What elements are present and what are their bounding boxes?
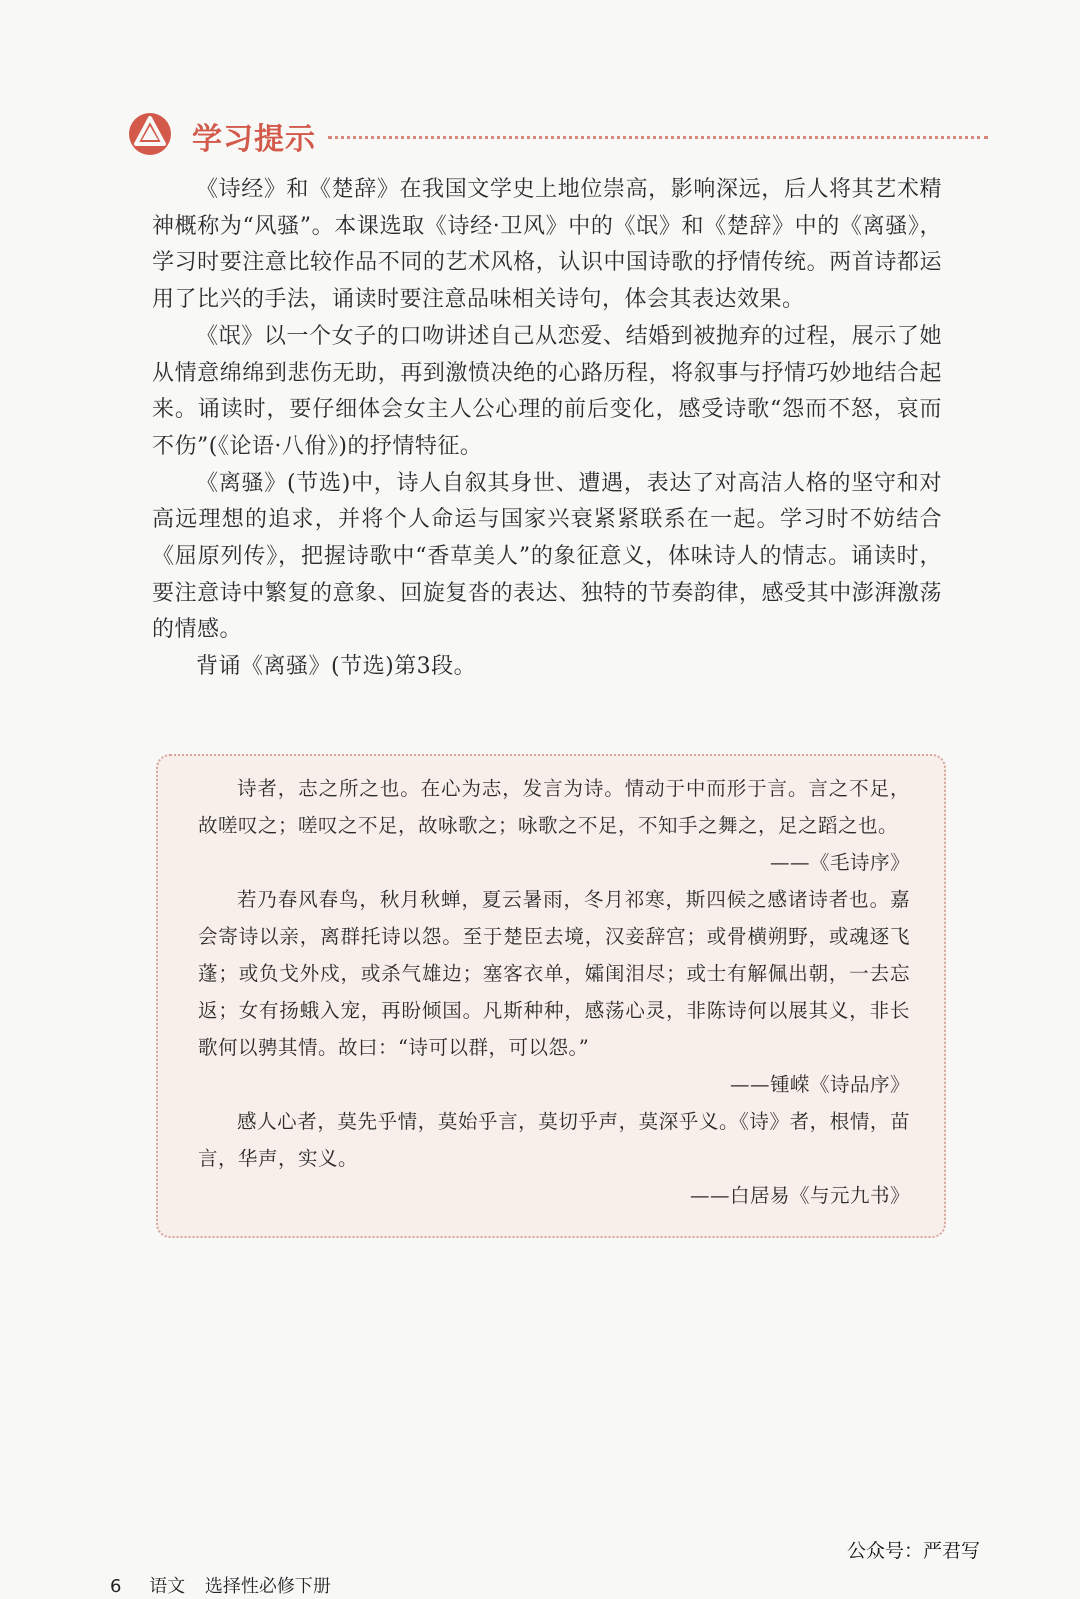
quote-source: ——锺嵘《诗品序》 (729, 1073, 910, 1096)
tips-paragraph: 《诗经》和《楚辞》在我国文学史上地位崇高，影响深远，后人将其艺术精神概称为“风骚”。本课选取《诗经·卫风》中的《氓》和《楚辞》中的《离骚》，学习时要注意比较作品不同的艺术风格，认识中国诗歌的抒情传统。两首诗都运用了比兴的手法，诵读时要注意品味相关诗句，体会其表达效果。 (152, 177, 942, 313)
quote-source: ——《毛诗序》 (769, 851, 910, 874)
tips-paragraph: 《离骚》(节选)中，诗人自叙其身世、遭遇，表达了对高洁人格的坚守和对高远理想的追求，并将个人命运与国家兴衰紧紧联系在一起。学习时不妨结合《屈原列传》，把握诗歌中“香草美人”的象征意义，体味诗人的情志。诵读时，要注意诗中繁复的意象、回旋复沓的表达、独特的节奏韵律，感受其中澎湃激荡的情感。 (152, 470, 942, 643)
quotation-list (198, 770, 910, 1214)
study-tips-body (152, 172, 942, 686)
quote-text: 若乃春风春鸟，秋月秋蝉，夏云暑雨，冬月祁寒，斯四候之感诸诗者也。嘉会寄诗以亲，离群托诗以怨。至于楚臣去境，汉妾辞宫；或骨横朔野，或魂逐飞蓬；或负戈外戍，或杀气雄边；塞客衣单，孀闺泪尽；或士有解佩出朝，一去忘返；女有扬蛾入宠，再盼倾国。凡斯种种，感荡心灵，非陈诗何以展其义，非长歌何以骋其情。故曰：“诗可以群，可以怨。” (198, 888, 910, 1059)
tips-paragraph: 背诵《离骚》(节选)第3段。 (196, 654, 477, 680)
subject-name: 语文 (149, 1576, 186, 1597)
account-watermark: 公众号：严君写 (846, 1540, 980, 1562)
quotation-box (156, 754, 946, 1238)
section-header (128, 112, 988, 160)
quote-source: ——白居易《与元九书》 (689, 1184, 910, 1207)
header-dotted-rule (328, 136, 988, 139)
section-title: 学习提示 (192, 122, 316, 157)
quote-text: 感人心者，莫先乎情，莫始乎言，莫切乎声，莫深乎义。《诗》者，根情，苗言，华声，实义。 (198, 1110, 910, 1170)
page-number: 6 (110, 1576, 122, 1597)
study-tips-logo-icon (128, 112, 172, 156)
tips-paragraph: 《氓》以一个女子的口吻讲述自己从恋爱、结婚到被抛弃的过程，展示了她从情意绵绵到悲伤无助，再到激愤决绝的心路历程，将叙事与抒情巧妙地结合起来。诵读时，要仔细体会女主人公心理的前后变化，感受诗歌“怨而不怒，哀而不伤”(《论语·八佾》)的抒情特征。 (152, 323, 942, 459)
page-footer (110, 1572, 331, 1598)
book-name: 选择性必修下册 (204, 1576, 331, 1597)
quote-text: 诗者，志之所之也。在心为志，发言为诗。情动于中而形于言。言之不足，故嗟叹之；嗟叹之不足，故咏歌之；咏歌之不足，不知手之舞之，足之蹈之也。 (198, 777, 910, 837)
